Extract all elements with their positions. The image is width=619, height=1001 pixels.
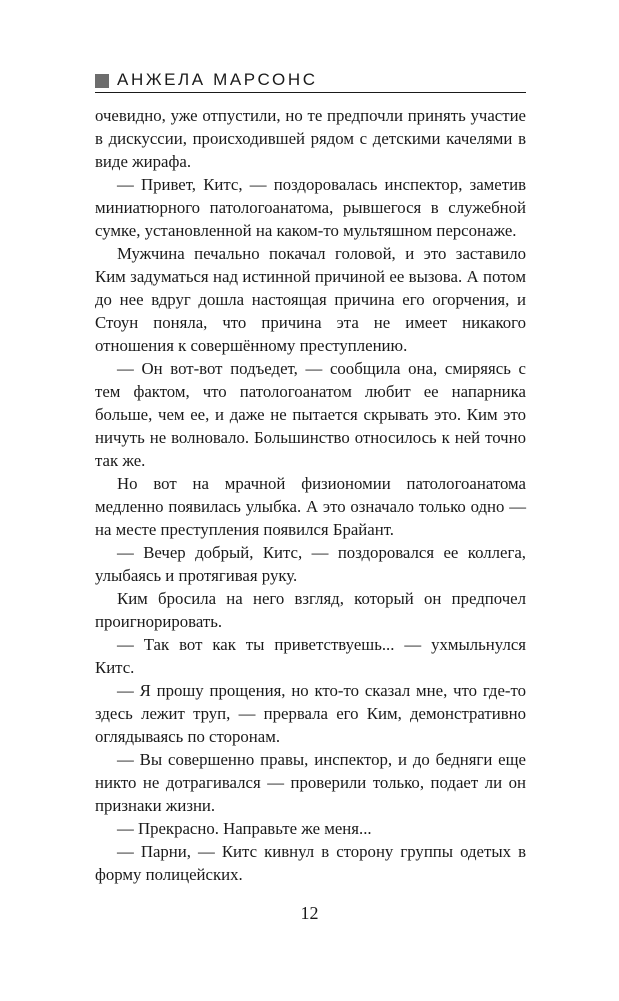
header-square-icon: [95, 74, 109, 88]
page-number: 12: [300, 903, 319, 923]
paragraph: — Парни, — Китс кивнул в сторону группы одетых в форму полицейских.: [95, 842, 526, 884]
running-header: [95, 70, 526, 93]
paragraph: Но вот на мрачной физиономии патологоанатома медленно появилась улыбка. А это означало только одно — на месте преступления появился Брайант.: [95, 474, 526, 539]
paragraph: — Вы совершенно правы, инспектор, и до бедняги еще никто не дотрагивался — проверили только, подает ли он признаки жизни.: [95, 750, 526, 815]
paragraph: очевидно, уже отпустили, но те предпочли принять участие в дискуссии, происходившей рядом с детскими качелями в виде жирафа.: [95, 106, 526, 171]
body-text: [95, 104, 526, 886]
running-header-author: АНЖЕЛА МАРСОНС: [117, 70, 318, 89]
paragraph: — Привет, Китс, — поздоровалась инспектор, заметив миниатюрного патологоанатома, рывшегося в служебной сумке, установленной на каком-то мультяшном персонаже.: [95, 175, 526, 240]
paragraph: — Он вот-вот подъедет, — сообщила она, смиряясь с тем фактом, что патологоанатом любит ее напарника больше, чем ее, и даже не пытается скрывать это. Ким это ничуть не волновало. Большинство относилось к ней точно так же.: [95, 359, 526, 470]
paragraph: — Я прошу прощения, но кто-то сказал мне, что где-то здесь лежит труп, — прервала его Ким, демонстративно оглядываясь по сторонам.: [95, 681, 526, 746]
paragraph: — Прекрасно. Направьте же меня...: [117, 819, 372, 838]
paragraph: — Вечер добрый, Китс, — поздоровался ее коллега, улыбаясь и протягивая руку.: [95, 543, 526, 585]
paragraph: Ким бросила на него взгляд, который он предпочел проигнорировать.: [95, 589, 526, 631]
paragraph: Мужчина печально покачал головой, и это заставило Ким задуматься над истинной причиной ее вызова. А потом до нее вдруг дошла настоящая причина его огорчения, и Стоун поняла, что причина эта не имеет никакого отношения к совершённому преступлению.: [95, 244, 526, 355]
paragraph: — Так вот как ты приветствуешь... — ухмыльнулся Китс.: [95, 635, 526, 677]
